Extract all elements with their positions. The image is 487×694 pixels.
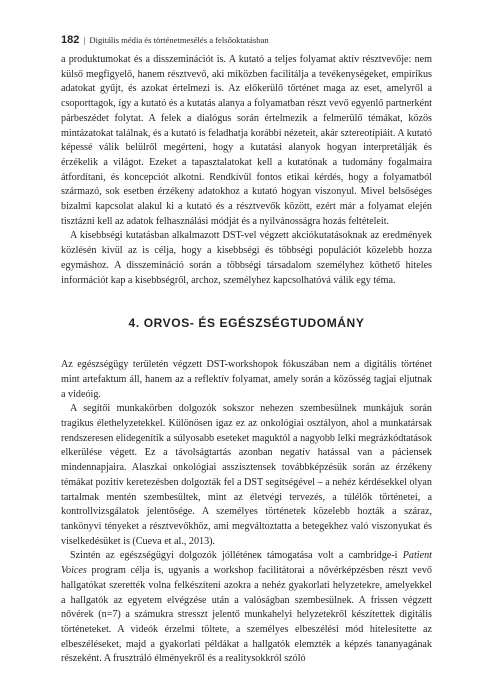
section-heading: 4. ORVOS- ÉS EGÉSZSÉGTUDOMÁNY bbox=[128, 316, 365, 331]
paragraph-text: Szintén az egészségügyi dolgozók jólléténeк támogatása volt a cambridge-i bbox=[70, 550, 403, 562]
paragraph: a produktumokat és a disszeminációt is. A kutató a teljes folyamat aktív résztvevője: nem külső megfigyelő, hanem résztvevő, aki miközben facilitálja a tevékenységeket, empirikus adatokat gyűjt, és azokat értelmezi is. Az előkerülő történet maga az eset, amelyről a csoporttagok, így a kutató és a kutatás alanya a folyamatban részt vevő egyenlő partnerként párbeszédet folytat. A felek a dialógus során értelmezik a felmerülő témákat, közös mintázatokat találnak, és a kutató is feladhatja korábbi nézeteit, akár sztereotípiáit. A kutató képessé válik belülről megérteni, hogy a kutatási alanyok hogyan interpretálják és érzékelik a világot. Ezeket a tapasztalatokat kell a kutatónak a tudomány fogalmaira átfordítani, és koncepciót alkotni. Rendkívül fontos etikai kérdés, hogy a folyamatból származó, sok esetben érzékeny adatokhoz a kutató hogyan viszonyul. Mivel belsőséges bizalmi kapcsolat alakul ki a kutató és a résztvevők között, ezért már a folyamat elején tisztázni kell az adatok felhasználási módját és a nyilvánosságra hozás feltételeit. bbox=[61, 54, 432, 227]
running-title: Digitális média és történetmesélés a felsőoktatásban bbox=[89, 35, 269, 45]
page-number: 182 bbox=[61, 34, 80, 46]
header-separator: | bbox=[83, 35, 86, 45]
paragraph-text: program célja is, ugyanis a workshop facilitátorai a nővérképzésben részt vevő hallgatókat szerették volna felkészíteni azokra a nehéz gyakorlati helyzetekre, amelyekkel a hallgatók az egyetem elvégzése után a valóságban szembesülnek. A frissen végzett nővérek (n=7) a számukra stresszt jelentő munkahelyi helyzetekről készítettek digitális történeteket. A videók érzelmi töltete, a személyes elbeszélési mód hitelesítette az elbeszéléseket, majd a gyakorlati példákat a hallgatók elemzték a képzés tananyagának részeként. A frusztráló élményekről és a realitysokkról szóló bbox=[61, 565, 432, 665]
page-body bbox=[61, 53, 432, 667]
paragraph: A segítői munkakörben dolgozók sokszor nehezen szembesülnek munkájuk során tragikus élethelyzetekkel. Különösen igaz ez az onkológiai osztályon, ahol a munkatársak rendszeresen elidegenítik a súlyosabb eseteket maguktól a nagyobb lelki megrázkódtatások elkerülése végett. Ez a távolságtartás azonban negatív hatással van a páciensek mindennapjaira. Alaszkai onkológiai asszisztensek továbbképzésük során az érzékeny témákat pozitív keretezésben dolgozták fel a DST segítségével – a nehéz kérdésekkel olyan tartalmak mentén szembesültek, mint az életvégi tervezés, a túlélők történetei, a kontrollvizsgálatok jelentősége. A személyes történetek közelebb hozták a száraz, tankönyvi tényeket a résztvevőkhöz, ami megváltoztatta a betegekhez való viszonyukat és viselkedésüket is (Cueva et al., 2013). bbox=[61, 403, 432, 547]
paragraph bbox=[61, 549, 432, 667]
program-name: Patient Voices bbox=[61, 550, 432, 577]
paragraph: A kisebbségi kutatásban alkalmazott DST-vel végzett akciókutatásoknak az eredmények közlésén kívül az is célja, hogy a kisebbségi és többségi populációt közelebb hozza egymáshoz. A disszemináció során a többségi társadalom személyhez köthető hiteles információt kap a kisebbségről, archoz, személyhez kapcsolhatóvá válik egy téma. bbox=[61, 230, 432, 286]
running-header bbox=[61, 33, 269, 47]
paragraph: Az egészségügy területén végzett DST-workshopok fókuszában nem a digitális történet mint artefaktum áll, hanem az a reflektív folyamat, amely során a közösség tagjai eljutnak a videóig. bbox=[61, 359, 432, 400]
